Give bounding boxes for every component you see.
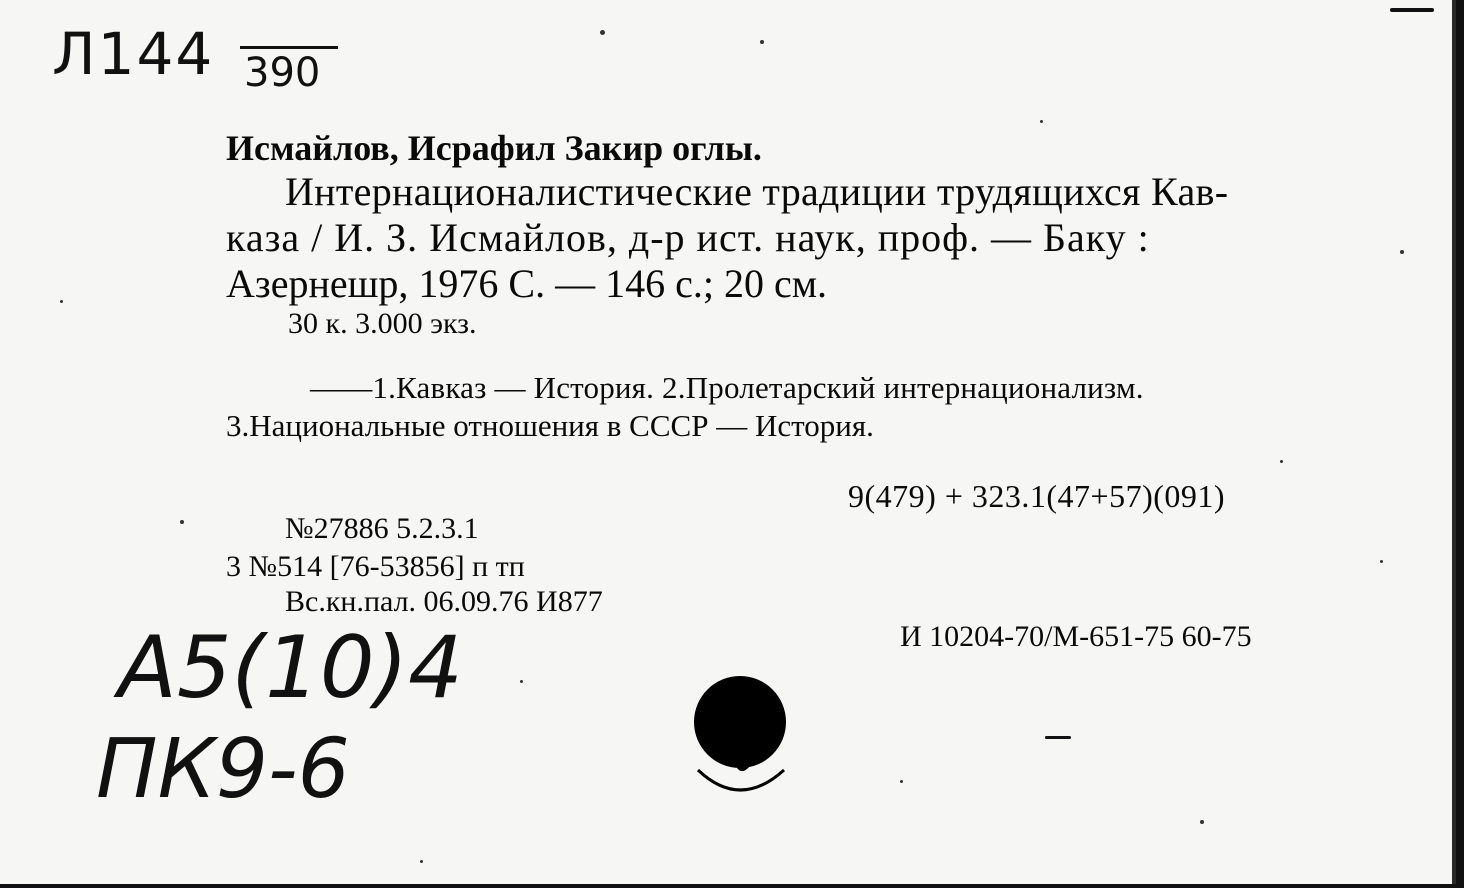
- order-number: 3 №514 [76-53856] п тп: [226, 550, 525, 583]
- title-line-3: Азернешр, 1976 С. — 146 с.; 20 см.: [226, 261, 828, 306]
- publisher-code: И 10204-70/М-651-75 60-75: [900, 620, 1252, 653]
- shelf-mark-overline: [240, 46, 338, 49]
- price-and-print-run: 30 к. 3.000 экз.: [288, 307, 477, 340]
- punch-hole: [684, 670, 804, 800]
- card-number: №27886 5.2.3.1: [285, 512, 479, 545]
- handwritten-shelf-subnumber: 390: [244, 50, 321, 96]
- classification-index: 9(479) + 323.1(47+57)(091): [848, 478, 1226, 514]
- title-line-2: каза / И. З. Исмайлов, д-р ист. наук, проф. — Баку :: [226, 215, 1150, 260]
- handwritten-collection-mark: ПК9-6: [96, 722, 350, 817]
- handwritten-shelf-mark: Л144: [52, 20, 215, 88]
- chamber-date-line: Вс.кн.пал. 06.09.76 И877: [285, 585, 603, 618]
- subject-headings-line-2: 3.Национальные отношения в СССР — История.: [226, 408, 874, 443]
- subject-headings-line-1: ——1.Кавказ — История. 2.Пролетарский интернационализм.: [310, 370, 1144, 405]
- title-line-1: Интернационалистические традиции трудящихся Кав-: [285, 169, 1229, 214]
- author-heading: Исмайлов, Исрафил Закир оглы.: [226, 128, 762, 168]
- handwritten-location-mark: А5(10)4: [118, 618, 463, 718]
